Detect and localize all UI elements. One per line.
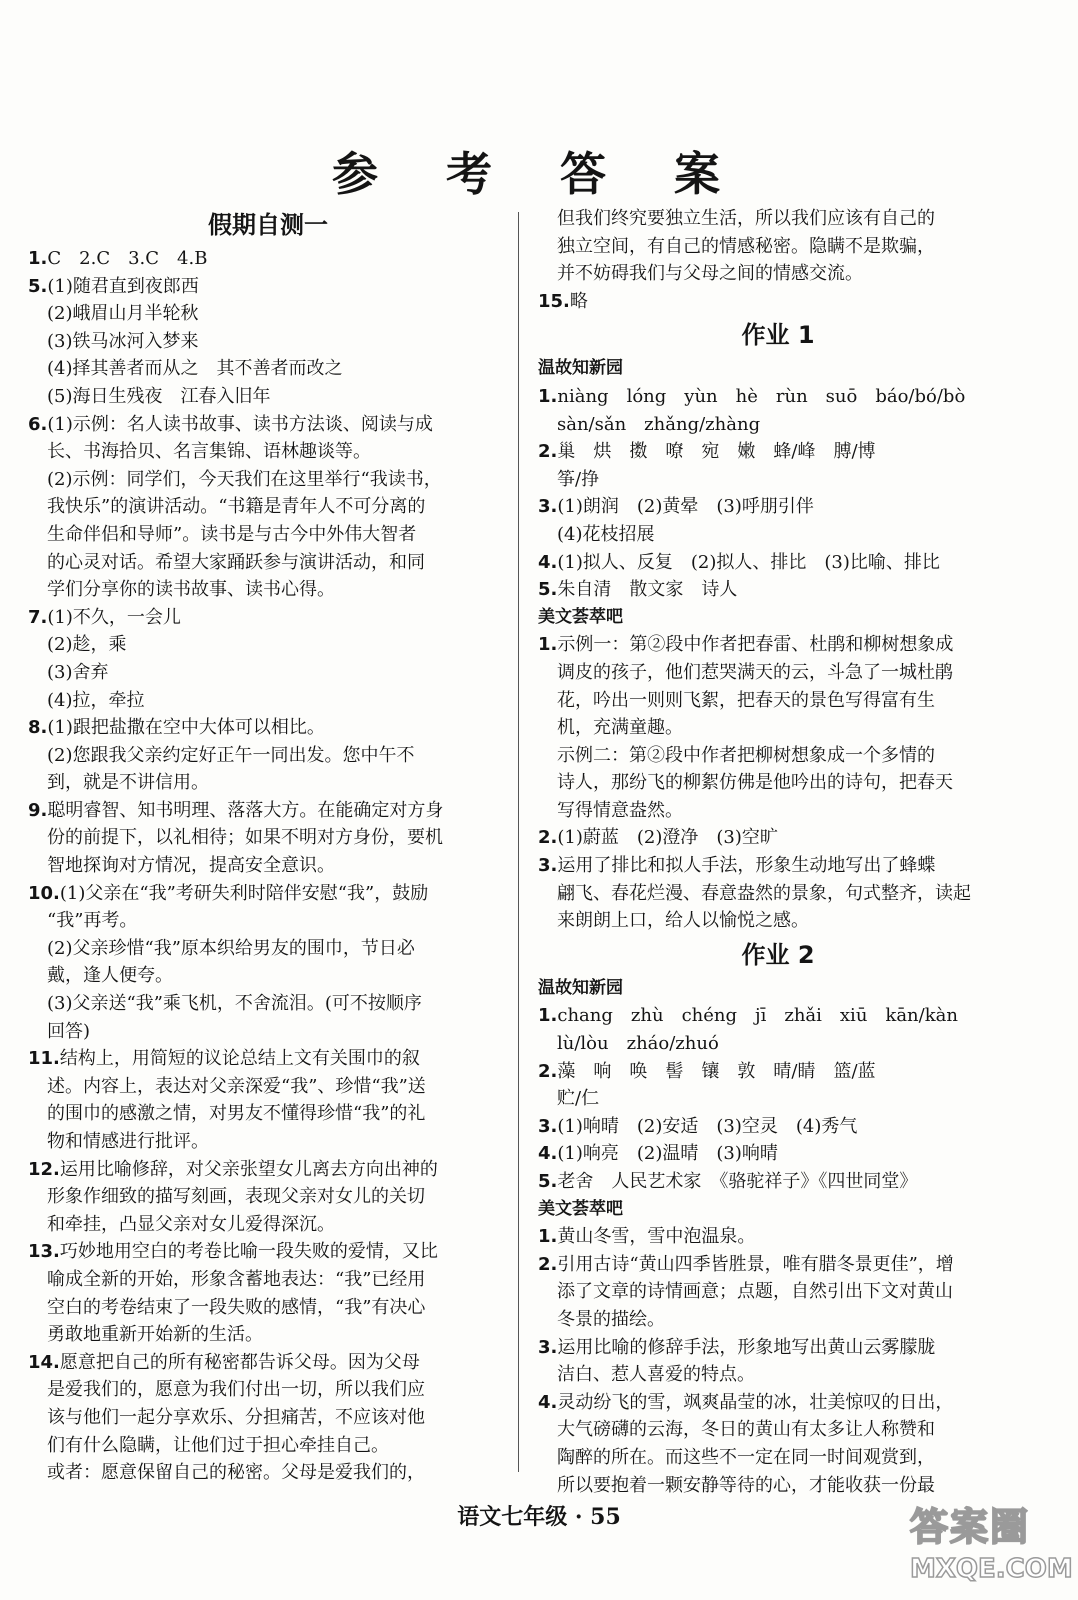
question-number: 11. — [28, 1048, 60, 1070]
answer-text: lù/lòu zháo/zhuó — [557, 1033, 719, 1055]
answer-text: 份的前提下，以礼相待；如果不明对方身份，要机 — [47, 827, 443, 849]
answer-line — [538, 521, 1018, 549]
answer-line — [28, 824, 508, 852]
answer-line — [538, 1389, 1018, 1417]
answer-line — [538, 1306, 1018, 1334]
answer-line — [538, 466, 1018, 494]
answer-text: (2)父亲珍惜“我”原本织给男友的围巾，节日必 — [47, 937, 415, 959]
answer-line — [538, 687, 1018, 715]
answer-text: 或者：愿意保留自己的秘密。父母是爱我们的， — [47, 1462, 425, 1484]
answer-text: 示例二：第②段中作者把柳树想象成一个多情的 — [557, 744, 935, 766]
answer-line — [28, 880, 508, 908]
answer-line — [28, 907, 508, 935]
answer-text: 运用了排比和拟人手法，形象生动地写出了蜂蝶 — [557, 855, 936, 877]
answer-line — [28, 769, 508, 797]
answer-text: (2)趁，乘 — [47, 634, 127, 656]
answer-line — [538, 383, 1018, 411]
answer-text: 调皮的孩子，他们惹哭满天的云，斗急了一城杜鹃 — [557, 661, 953, 683]
answer-text: 喻成全新的开始，形象含蓄地表达：“我”已经用 — [47, 1268, 426, 1290]
answer-line — [28, 852, 508, 880]
answer-line — [538, 797, 1018, 825]
answer-text: “我”再考。 — [47, 910, 138, 932]
answer-line — [28, 659, 508, 687]
answer-text: 并不妨碍我们与父母之间的情感交流。 — [557, 263, 863, 285]
answer-line — [538, 1334, 1018, 1362]
answer-text: (3)舍弃 — [47, 661, 109, 683]
answer-text: 所以要抱着一颗安静等待的心，才能收获一份最 — [557, 1474, 935, 1496]
answer-line — [538, 1058, 1018, 1086]
watermark-logo — [906, 1496, 1073, 1592]
answer-line — [538, 1113, 1018, 1141]
answer-line — [538, 411, 1018, 439]
answer-line — [28, 1211, 508, 1239]
hw1-reading-list — [538, 631, 1018, 935]
answer-text: 长、书海拾贝、名言集锦、语林趣谈等。 — [47, 441, 371, 463]
watermark-url: MXQE.COM — [910, 1554, 1073, 1584]
answer-line — [538, 852, 1018, 880]
question-number: 1. — [538, 385, 558, 407]
answer-line — [28, 549, 508, 577]
question-number: 13. — [28, 1241, 60, 1263]
question-number: 3. — [538, 1115, 558, 1137]
answer-text: (1)示例：名人读书故事、读书方法谈、阅读与成 — [47, 413, 433, 435]
hw2-review-list — [538, 1002, 1018, 1195]
answer-line — [538, 549, 1018, 577]
answer-line — [538, 907, 1018, 935]
answer-text: 独立空间，有自己的情感秘密。隐瞒不是欺骗， — [557, 235, 935, 257]
answer-line — [538, 1168, 1018, 1196]
question-number: 12. — [28, 1158, 60, 1180]
answer-text: (4)花枝招展 — [557, 523, 655, 545]
answer-line — [538, 1472, 1018, 1500]
answer-line — [538, 769, 1018, 797]
answer-line — [28, 1432, 508, 1460]
answer-text: 述。内容上，表达对父亲深爱“我”、珍惜“我”送 — [47, 1075, 426, 1097]
answer-text: 运用比喻修辞，对父亲张望女儿离去方向出神的 — [59, 1158, 438, 1180]
answer-line — [538, 742, 1018, 770]
question-number: 5. — [538, 579, 558, 601]
question-number: 5. — [538, 1171, 558, 1192]
answer-line — [28, 1238, 508, 1266]
answer-text: 陶醉的所在。而这些不一定在同一时间观赏到， — [557, 1446, 935, 1468]
answer-line — [28, 466, 508, 494]
answer-text: 略 — [569, 290, 588, 312]
question-number: 3. — [538, 496, 558, 518]
answer-line — [538, 1361, 1018, 1389]
question-number: 2. — [538, 1253, 558, 1275]
answer-text: (1)朗润 (2)黄晕 (3)呼朋引伴 — [557, 496, 814, 518]
question-number: 7. — [28, 606, 48, 628]
section-heading-hw1: 作业 1 — [741, 321, 815, 350]
subheading-reading-hw2: 美文荟萃吧 — [538, 1198, 623, 1219]
answer-line — [28, 1183, 508, 1211]
answer-text: 巧妙地用空白的考卷比喻一段失败的爱情，又比 — [59, 1241, 438, 1263]
section-heading-self-test: 假期自测一 — [208, 211, 328, 239]
answer-text: 写得情意盎然。 — [557, 799, 683, 821]
answer-text: 冬景的描绘。 — [557, 1308, 665, 1330]
section-heading-hw2: 作业 2 — [741, 940, 815, 969]
question-number: 3. — [538, 855, 558, 877]
question-number: 1. — [538, 634, 558, 656]
answer-line — [538, 714, 1018, 742]
answer-text: 藻 响 唤 髻 镶 敦 晴/睛 篮/蓝 — [557, 1060, 876, 1082]
answer-line — [28, 1294, 508, 1322]
answer-text: 老舍 人民艺术家 《骆驼祥子》《四世同堂》 — [557, 1171, 918, 1192]
answer-text: sàn/sǎn zhǎng/zhàng — [557, 413, 761, 435]
answer-line — [538, 880, 1018, 908]
answer-text: (2)您跟我父亲约定好正午一同出发。您中午不 — [47, 744, 415, 766]
answer-text: 回答) — [47, 1020, 91, 1042]
answer-line — [28, 1100, 508, 1128]
answer-text: (5)海日生残夜 江春入旧年 — [47, 385, 271, 407]
answer-text: (1)响亮 (2)温晴 (3)响晴 — [557, 1143, 778, 1165]
answer-line — [538, 205, 1018, 233]
answer-line — [28, 604, 508, 632]
column-divider — [518, 212, 519, 1472]
answer-text: 物和情感进行批评。 — [47, 1131, 209, 1152]
answer-line — [28, 576, 508, 604]
answer-text: 洁白、惹人喜爱的特点。 — [557, 1364, 755, 1386]
answer-text: (2)峨眉山月半轮秋 — [47, 303, 199, 325]
answer-text: (1)拟人、反复 (2)拟人、排比 (3)比喻、排比 — [557, 551, 940, 573]
answer-line — [28, 273, 508, 301]
answer-line — [28, 1404, 508, 1432]
question-number: 9. — [28, 799, 48, 821]
subheading-review-hw2: 温故知新园 — [538, 977, 623, 998]
answer-line — [28, 687, 508, 715]
answer-line — [28, 328, 508, 356]
answer-line — [28, 493, 508, 521]
answer-text: 们有什么隐瞒，让他们过于担心牵挂自己。 — [47, 1434, 389, 1456]
answer-line — [538, 1002, 1018, 1030]
answer-text: 形象作细致的描写刻画，表现父亲对女儿的关切 — [47, 1186, 425, 1208]
answer-line — [28, 1156, 508, 1184]
answer-text: (1)响晴 (2)安适 (3)空灵 (4)秀气 — [557, 1115, 858, 1137]
question-number: 2. — [538, 441, 558, 463]
answer-line — [28, 245, 508, 273]
answer-line — [28, 935, 508, 963]
answer-line — [28, 1045, 508, 1073]
question-number: 3. — [538, 1336, 558, 1358]
answer-line — [28, 1128, 508, 1156]
question-number: 2. — [538, 827, 558, 849]
answer-text: 朱自清 散文家 诗人 — [557, 579, 738, 601]
answer-line — [538, 493, 1018, 521]
left-column — [28, 205, 508, 1487]
question-number: 4. — [538, 1391, 558, 1413]
answer-line — [538, 288, 1018, 316]
answer-text: (2)示例：同学们，今天我们在这里举行“我读书， — [47, 468, 442, 490]
question-number: 8. — [28, 717, 48, 739]
answer-text: 结构上，用简短的议论总结上文有关围巾的叙 — [59, 1048, 420, 1070]
answer-text: C 2.C 3.C 4.B — [47, 248, 208, 269]
answer-text: 是爱我们的，愿意为我们付出一切，所以我们应 — [47, 1379, 425, 1401]
answer-line — [28, 1459, 508, 1487]
answer-text: 添了文章的诗情画意；点题，自然引出下文对黄山 — [557, 1281, 953, 1303]
answer-line — [538, 1223, 1018, 1251]
answer-text: 的心灵对话。希望大家踊跃参与演讲活动，和同 — [47, 551, 425, 573]
answer-text: 智地探询对方情况，提高安全意识。 — [47, 855, 335, 877]
answer-line — [28, 1321, 508, 1349]
answer-text: 大气磅礴的云海，冬日的黄山有太多让人称赞和 — [557, 1419, 935, 1441]
answer-text: 勇敢地重新开始新的生活。 — [47, 1324, 263, 1346]
answer-text: 引用古诗“黄山四季皆胜景，唯有腊冬景更佳”，增 — [557, 1253, 954, 1275]
answer-line — [28, 1349, 508, 1377]
answer-line — [538, 1085, 1018, 1113]
answer-text: 机，充满童趣。 — [557, 717, 683, 739]
question-number: 14. — [28, 1351, 60, 1373]
answer-text: (4)拉，牵拉 — [47, 689, 145, 711]
answer-text: 但我们终究要独立生活，所以我们应该有自己的 — [557, 208, 935, 229]
answer-line — [28, 631, 508, 659]
answer-line — [28, 1266, 508, 1294]
answer-text: 花，吟出一则则飞絮，把春天的景色写得富有生 — [557, 689, 935, 711]
answer-text: 生命伴侣和导师”。读书是与古今中外伟大智者 — [47, 523, 417, 545]
answer-line — [28, 411, 508, 439]
answer-line — [28, 383, 508, 411]
answer-text: 我快乐”的演讲活动。“书籍是青年人不可分离的 — [47, 496, 426, 518]
answer-line — [538, 576, 1018, 604]
right-top-lines — [538, 205, 1018, 315]
answer-text: (1)不久，一会儿 — [47, 606, 181, 628]
question-number: 10. — [28, 882, 60, 904]
answer-line — [538, 1030, 1018, 1058]
question-number: 1. — [538, 1226, 558, 1248]
answer-line — [28, 300, 508, 328]
question-number: 6. — [28, 413, 48, 435]
left-answer-list — [28, 245, 508, 1487]
page-footer: 语文七年级 · 55 — [457, 1504, 621, 1530]
answer-line — [538, 260, 1018, 288]
subheading-review-hw1: 温故知新园 — [538, 358, 623, 379]
answer-text: (1)父亲在“我”考研失利时陪伴安慰“我”，鼓励 — [59, 882, 429, 904]
answer-text: 巢 烘 擞 嘹 宛 嫩 蜂/峰 膊/博 — [557, 441, 876, 463]
answer-line — [538, 1278, 1018, 1306]
answer-line — [538, 1444, 1018, 1472]
answer-line — [28, 438, 508, 466]
answer-text: (1)随君直到夜郎西 — [47, 275, 199, 297]
answer-text: 该与他们一起分享欢乐、分担痛苦，不应该对他 — [47, 1406, 425, 1428]
answer-text: chang zhù chéng jī zhǎi xiū kān/kàn — [557, 1005, 958, 1027]
answer-text: 来朗朗上口，给人以愉悦之感。 — [557, 910, 809, 932]
answer-text: 示例一：第②段中作者把春雷、杜鹃和柳树想象成 — [557, 634, 954, 656]
question-number: 1. — [538, 1005, 558, 1027]
answer-text: 筝/挣 — [557, 468, 600, 490]
answer-text: 运用比喻的修辞手法，形象地写出黄山云雾朦胧 — [557, 1336, 936, 1358]
question-number: 4. — [538, 551, 558, 573]
answer-text: (3)铁马冰河入梦来 — [47, 330, 199, 352]
answer-text: 到，就是不讲信用。 — [47, 772, 209, 794]
answer-line — [538, 1140, 1018, 1168]
answer-text: (4)择其善者而从之 其不善者而改之 — [47, 358, 343, 380]
answer-line — [28, 1018, 508, 1046]
answer-text: 的围巾的感激之情，对男友不懂得珍惜“我”的礼 — [47, 1103, 426, 1125]
answer-line — [538, 824, 1018, 852]
answer-line — [538, 1251, 1018, 1279]
answer-text: (1)蔚蓝 (2)澄净 (3)空旷 — [557, 827, 778, 849]
question-number: 2. — [538, 1060, 558, 1082]
answer-text: 空白的考卷结束了一段失败的感情，“我”有决心 — [47, 1296, 426, 1318]
answer-line — [538, 659, 1018, 687]
question-number: 1. — [28, 248, 48, 269]
answer-line — [538, 233, 1018, 261]
answer-line — [28, 1073, 508, 1101]
question-number: 15. — [538, 290, 570, 312]
answer-line — [538, 438, 1018, 466]
answer-line — [28, 990, 508, 1018]
answer-line — [28, 962, 508, 990]
answer-text: 学们分享你的读书故事、读书心得。 — [47, 579, 335, 601]
answer-text: 翩飞、春花烂漫、春意盎然的景象，句式整齐，读起 — [557, 882, 971, 904]
answer-line — [28, 1376, 508, 1404]
answer-line — [28, 355, 508, 383]
answer-text: 和牵挂，凸显父亲对女儿爱得深沉。 — [47, 1213, 335, 1235]
answer-line — [28, 521, 508, 549]
hw2-reading-list — [538, 1223, 1018, 1499]
question-number: 5. — [28, 275, 48, 297]
subheading-reading-hw1: 美文荟萃吧 — [538, 606, 623, 627]
answer-text: (3)父亲送“我”乘飞机，不舍流泪。(可不按顺序 — [47, 993, 422, 1015]
answer-text: 诗人，那纷飞的柳絮仿佛是他吟出的诗句，把春天 — [557, 772, 953, 794]
answer-line — [538, 1416, 1018, 1444]
right-column — [538, 205, 1018, 1499]
answer-text: 戴，逢人便夸。 — [47, 965, 173, 987]
answer-text: (1)跟把盐撒在空中大体可以相比。 — [47, 717, 325, 739]
hw1-review-list — [538, 383, 1018, 604]
answer-text: 黄山冬雪，雪中泡温泉。 — [557, 1226, 756, 1248]
question-number: 4. — [538, 1143, 558, 1165]
watermark-text: 答案圈 — [910, 1505, 1031, 1549]
answer-text: 聪明睿智、知书明理、落落大方。在能确定对方身 — [47, 799, 444, 821]
page-title: 参 考 答 案 — [331, 147, 747, 201]
answer-text: 贮/仁 — [557, 1088, 600, 1110]
answer-line — [28, 797, 508, 825]
answer-line — [538, 631, 1018, 659]
answer-line — [28, 742, 508, 770]
answer-text: 愿意把自己的所有秘密都告诉父母。因为父母 — [59, 1351, 420, 1373]
answer-line — [28, 714, 508, 742]
answer-text: niàng lóng yùn hè rùn suō báo/bó/bò — [557, 385, 966, 407]
answer-text: 灵动纷飞的雪，飒爽晶莹的冰，壮美惊叹的日出， — [557, 1391, 954, 1413]
